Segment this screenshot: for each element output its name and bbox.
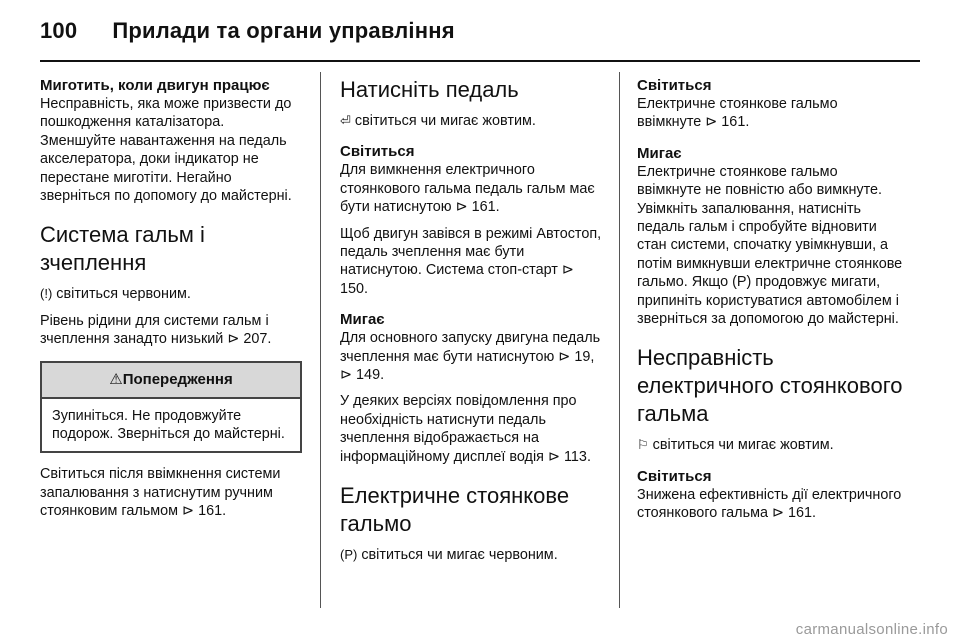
brake-indicator-text: світиться червоним. [56, 286, 191, 303]
header-divider [40, 60, 920, 62]
ignition-text: Світиться після ввімкнення системи запалювання з натиснутим ручним стоянковим гальмом ⊳ 161. [40, 466, 281, 520]
pedal-blink-heading: Мигає [340, 311, 385, 329]
warning-body: Зупиніться. Не продовжуйте подорож. Зверніться до майстерні. [52, 407, 285, 443]
epb-lit-text: Електричне стоянкове гальмо ввімкнуте ⊳ 161. [637, 96, 838, 131]
fault-indicator-line [637, 436, 905, 454]
electric-parking-brake-heading: Електричне стоянкове гальмо [340, 483, 570, 537]
brake-indicator-line [40, 285, 302, 303]
brake-fluid-text: Рівень рідини для системи гальм і зчеплення занадто низький ⊳ 207. [40, 312, 272, 348]
pedal-lit-text-1: Для вимкнення електричного стоянкового гальма педаль гальм має бути натиснутою ⊳ 161. [340, 162, 595, 216]
pedal-lit-heading: Світиться [340, 143, 415, 161]
fault-indicator-text: світиться чи мигає жовтим. [652, 437, 834, 454]
misfire-heading: Миготить, коли двигун працює [40, 77, 270, 94]
epb-blink-heading: Мигає [637, 144, 682, 162]
parking-brake-icon: (P) [340, 547, 358, 563]
column-divider [619, 72, 620, 608]
press-pedal-heading: Натисніть педаль [340, 77, 519, 102]
epb-indicator-line [340, 546, 602, 564]
watermark: carmanualsonline.info [795, 621, 948, 638]
warning-heading: ⚠Попередження [42, 363, 300, 399]
column-right [637, 76, 905, 523]
epb-lit-heading: Світиться [637, 77, 712, 94]
pedal-lit-text-2: Щоб двигун завівся в режимі Автостоп, педаль зчеплення має бути натиснутою. Система стоп-старт ⊳ 150. [340, 225, 602, 297]
pedal-icon: ⏎ [340, 113, 351, 128]
parking-brake-fault-icon: ⚐ [637, 437, 649, 453]
warning-box [40, 361, 302, 454]
epb-blink-text: Електричне стоянкове гальмо ввімкнуте не повністю або вимкнуте. Увімкніть запалювання, натисніть педаль гальм і спробуйте відновити стан системи, спочатку увімкнувши, а потім вимкнувши електричне стоянкове гальмо. Якщо (P) продовжує мигати, припиніть користуватися автомобілем і зверніться за допомогою до майстерні. [637, 163, 903, 328]
page-header [40, 18, 455, 44]
brake-system-heading: Система гальм і зчеплення [40, 222, 205, 276]
pedal-blink-text-1: Для основного запуску двигуна педаль зчеплення має бути натиснутою ⊳ 19, ⊳ 149. [340, 330, 601, 384]
epb-fault-heading: Несправність електричного стоянкового гальма [637, 345, 903, 427]
column-left [40, 76, 302, 521]
page-title: Прилади та органи управління [112, 18, 455, 43]
misfire-text: Несправність, яка може призвести до пошкодження каталізатора. Зменшуйте навантаження на педаль акселератора, доки індикатор не перестане миготіти. Негайно зверніться по допомогу до майстерні. [40, 96, 292, 205]
page-number: 100 [40, 18, 78, 43]
column-divider [320, 72, 321, 608]
pedal-indicator-text: світиться чи мигає жовтим. [354, 113, 536, 129]
fault-lit-heading: Світиться [637, 467, 712, 485]
pedal-blink-text-2: У деяких версіях повідомлення про необхідність натиснути педаль зчеплення відображається на інформаційному дисплеї водія ⊳ 113. [340, 393, 591, 465]
pedal-indicator-line [340, 112, 602, 130]
fault-lit-text: Знижена ефективність дії електричного стоянкового гальма ⊳ 161. [637, 486, 902, 522]
epb-indicator-text: світиться чи мигає червоним. [361, 547, 558, 564]
column-middle [340, 76, 602, 565]
brake-warning-icon: (!) [40, 286, 53, 302]
